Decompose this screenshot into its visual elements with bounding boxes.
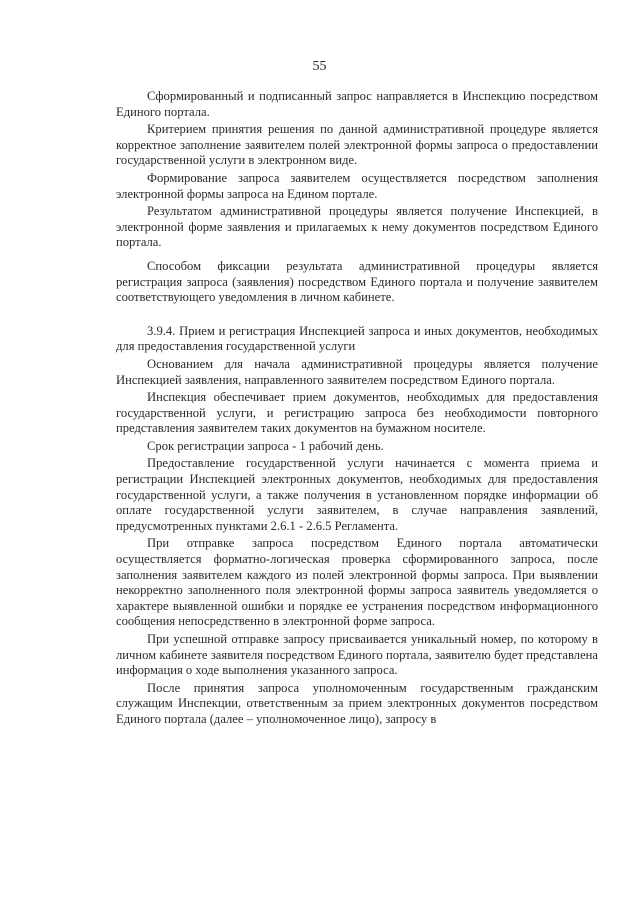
paragraph: После принятия запроса уполномоченным государственным гражданским служащим Инспекции, ответственным за прием электронных документов посредством Единого портала (далее – уполномоченное лицо), запросу в bbox=[116, 680, 598, 726]
paragraph: Результатом административной процедуры является получение Инспекцией, в электронной форме заявления и прилагаемых к нему документов посредством Единого портала. bbox=[116, 204, 598, 250]
paragraph: При успешной отправке запросу присваивается уникальный номер, по которому в личном кабинете заявителя посредством Единого портала, заявителю будет представлена информация о ходе выполнения указанного запроса. bbox=[116, 632, 598, 678]
paragraph: Основанием для начала административной процедуры является получение Инспекцией заявления, направленного заявителем посредством Единого портала. bbox=[116, 356, 598, 387]
paragraph: Формирование запроса заявителем осуществляется посредством заполнения электронной формы запроса на Едином портале. bbox=[116, 170, 598, 201]
paragraph: Инспекция обеспечивает прием документов, необходимых для предоставления государственной услуги, и регистрацию запроса без необходимости повторного представления заявителем таких документов на бумажном носителе. bbox=[116, 390, 598, 436]
paragraph: При отправке запроса посредством Единого портала автоматически осуществляется форматно-логическая проверка сформированного запроса, после заполнения заявителем каждого из полей электронной формы запроса. При выявлении некорректно заполненного поля электронной формы запроса заявитель уведомляется о характере выявленной ошибки и порядке ее устранения посредством информационного сообщения непосредственно в электронной форме запроса. bbox=[116, 536, 598, 629]
paragraph: Предоставление государственной услуги начинается с момента приема и регистрации Инспекцией электронных документов, необходимых для предоставления государственной услуги, а также получения в установленном порядке информации об оплате государственной услуги заявителем, в случае направления заявлений, предусмотренных пунктами 2.6.1 - 2.6.5 Регламента. bbox=[116, 456, 598, 533]
paragraph: Сформированный и подписанный запрос направляется в Инспекцию посредством Единого портала. bbox=[116, 89, 598, 119]
section-heading: 3.9.4. Прием и регистрация Инспекцией запроса и иных документов, необходимых для предоставления государственной услуги bbox=[116, 323, 598, 354]
paragraph: Критерием принятия решения по данной административной процедуре является корректное заполнение заявителем полей электронной формы запроса о предоставлении государственной услуги в электронном виде. bbox=[116, 122, 598, 168]
page-body bbox=[116, 89, 598, 728]
paragraph: Способом фиксации результата административной процедуры является регистрация запроса (заявления) посредством Единого портала и получение заявителем соответствующего уведомления в личном кабинете. bbox=[116, 258, 598, 305]
paragraph: Срок регистрации запроса - 1 рабочий день. bbox=[147, 438, 384, 453]
page-number: 55 bbox=[312, 59, 327, 74]
